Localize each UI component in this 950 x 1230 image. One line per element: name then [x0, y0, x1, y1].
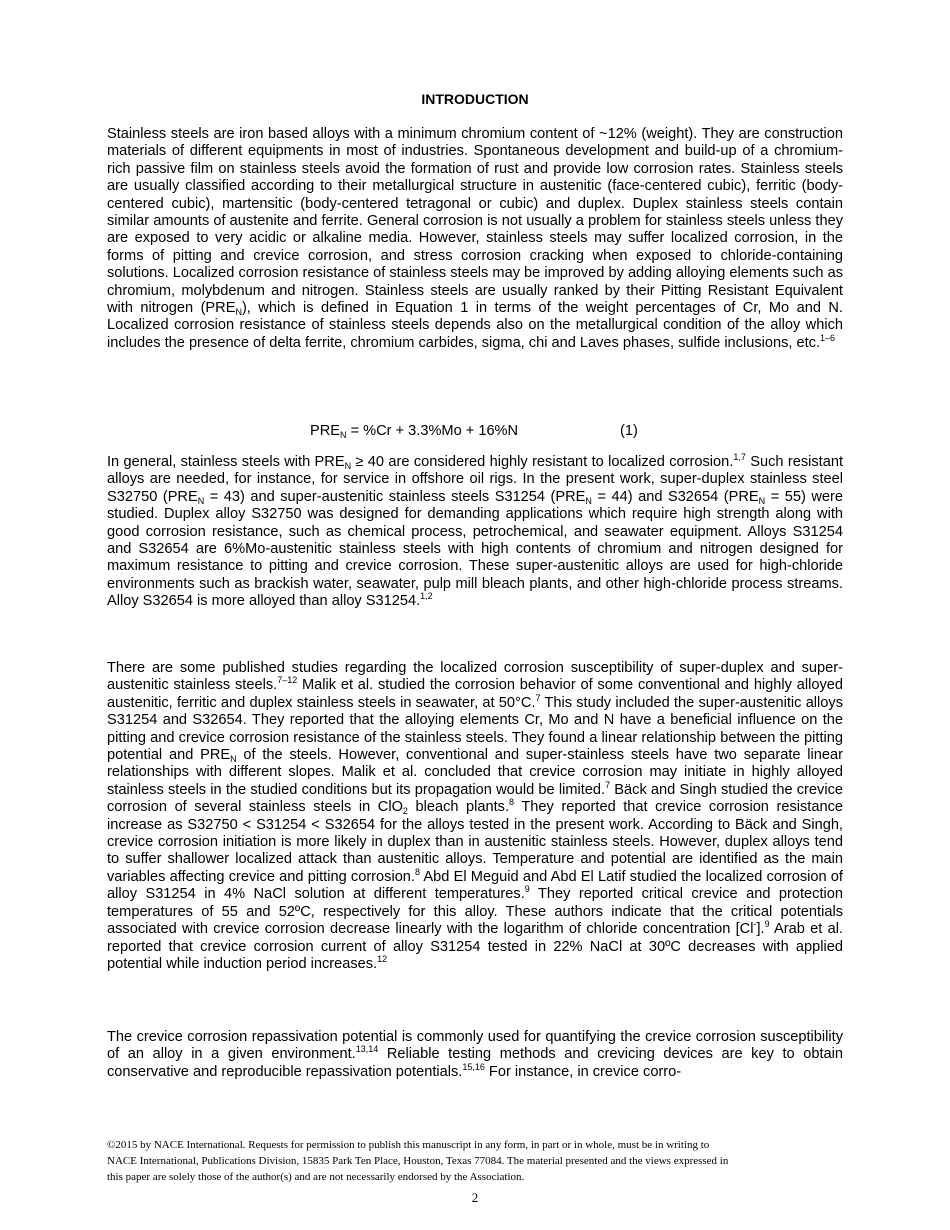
section-heading: INTRODUCTION [421, 91, 529, 107]
equation-1 [310, 423, 710, 439]
text-span: Malik et al. studied the corrosion behavior of some conventional and highly alloyed austenitic, ferritic and duplex stainless steels in seawater, at 50°C. [107, 677, 843, 711]
text-span: ≥ 40 are considered highly resistant to localized corrosion. [351, 454, 734, 470]
subscript: N [585, 495, 592, 506]
text-span: = 43) and super-austenitic stainless steels S31254 (PRE [204, 488, 586, 505]
text-span: In general, stainless steels with PRE [107, 454, 345, 470]
superscript: - [753, 919, 757, 930]
footer-line: NACE International, Publications Division, 15835 Park Ten Place, Houston, Texas 77084. The material presented and the views expressed in [107, 1155, 729, 1167]
text-span: The crevice corrosion repassivation potential is commonly used for quantifying the crevice corrosion susceptibility of an alloy in a given environment. [107, 1029, 843, 1063]
citation-ref: 12 [377, 953, 388, 964]
citation-ref: 8 [414, 866, 420, 877]
text-span: bleach plants. [407, 799, 510, 816]
citation-ref: 15,16 [462, 1061, 485, 1072]
citation-ref: 7 [605, 779, 611, 790]
paragraph-4 [107, 1029, 843, 1081]
citation-ref: 1–6 [820, 332, 836, 343]
equation-rhs: = %Cr + 3.3%Mo + 16%N [346, 423, 519, 439]
footer-line: this paper are solely those of the author(s) and are not necessarily endorsed by the Association. [107, 1171, 525, 1183]
citation-ref: 13,14 [355, 1044, 379, 1055]
subscript: N [758, 495, 766, 506]
subscript: 2 [402, 806, 408, 817]
page-number: 2 [471, 1190, 479, 1205]
text-span: of the steels. However, conventional and super-stainless steels have two separate linear relationships with different slopes. Malik et al. concluded that crevice corrosion may initiate in highly alloyed stainless steels in the studied conditions but its propagation would be limited. [107, 747, 843, 798]
text-span: = 55) were studied. Duplex alloy S32750 was designed for demanding applications which require high strength along with good corrosion resistance, such as chemical process, petrochemical, and seawater equipment. Alloys S31254 and S32654 are 6%Mo-austenitic stainless steels with high contents of chromium and nitrogen designed for maximum resistance to pitting and crevice corrosion. These super-austenitic alloys are used for high-chloride environments such as brackish water, seawater, pulp mill bleach plants, and other high-chloride process streams. Alloy S32654 is more alloyed than alloy S31254. [107, 488, 843, 610]
text-span: Arab et al. reported that crevice corrosion current of alloy S31254 tested in 22% NaCl at 30ºC decreases with applied potential while induction period increases. [107, 921, 843, 972]
text-span: Such resistant alloys are needed, for instance, for service in offshore oil rigs. In the present work, super-duplex stainless steel S32750 (PRE [107, 454, 843, 505]
citation-ref: 1,7 [733, 452, 746, 462]
paragraph-3 [107, 660, 843, 973]
text-span: Abd El Meguid and Abd El Latif studied the localized corrosion of alloy S31254 in 4% NaCl solution at different temperatures. [107, 868, 843, 903]
text-span: They reported critical crevice and protection temperatures of 55 and 52ºC, respectively for this alloy. These authors indicate that the critical potentials associated with crevice corrosion decrease linearly with the logarithm of chloride concentration [Cl [107, 886, 843, 938]
citation-ref: 9 [524, 884, 530, 895]
citation-ref: 7–12 [277, 675, 298, 686]
text-span: = 44) and S32654 (PRE [591, 488, 759, 505]
paragraph-2 [107, 454, 843, 611]
text-span: Stainless steels are iron based alloys with a minimum chromium content of ~12% (weight). They are construction materials of different equipments in most of industries. Spontaneous development and build-up of a chromium-rich passive film on stainless steels avoid the formation of rust and provide low corrosion rates. Stainless steels are usually classified according to their metallurgical structure in austenitic (face-centered cubic), ferritic (body-centered cubic), martensitic (body-centered tetragonal or cubic) and duplex. Duplex stainless steels contain similar amounts of austenite and ferrite. General corrosion is not usually a problem for stainless steels unless they are exposed to very acidic or alkaline media. However, stainless steels may suffer localized corrosion, in the forms of pitting and crevice corrosion, and stress corrosion cracking when exposed to chloride-containing solutions. Localized corrosion resistance of stainless steels may be improved by adding alloying elements such as chromium, molybdenum and nitrogen. Stainless steels are usually ranked by their Pitting Resistant Equivalent with nitrogen (PRE [107, 126, 843, 317]
subscript: N [340, 430, 347, 440]
paragraph-1 [107, 126, 843, 352]
citation-ref: 8 [509, 797, 515, 808]
citation-ref: 1,2 [420, 591, 433, 602]
citation-ref: 7 [535, 692, 541, 703]
equation-lhs: PRE [310, 423, 341, 439]
subscript: N [344, 461, 352, 471]
text-span: There are some published studies regarding the localized corrosion susceptibility of super-duplex and super-austenitic stainless steels. [107, 660, 843, 694]
subscript: N [230, 754, 237, 765]
subscript: N [197, 495, 205, 506]
citation-ref: 9 [764, 919, 770, 930]
text-span: For instance, in crevice corro- [484, 1063, 682, 1080]
text-span: ]. [756, 921, 765, 938]
text-span: This study included the super-austenitic alloys S31254 and S32654. They reported that the alloying elements Cr, Mo and N have a beneficial influence on the pitting and crevice corrosion resistance of the stainless steels. They found a linear relationship between the pitting potential and PRE [107, 694, 844, 764]
text-span: Reliable testing methods and crevicing devices are key to obtain conservative and reproducible repassivation potentials. [107, 1046, 843, 1080]
equation-number: (1) [620, 423, 638, 439]
copyright-footer [107, 1137, 827, 1185]
subscript: N [235, 307, 242, 318]
text-span: Bäck and Singh studied the crevice corrosion of several stainless steels in ClO [107, 781, 843, 816]
text-span: ), which is defined in Equation 1 in terms of the weight percentages of Cr, Mo and N. Localized corrosion resistance of stainless steels depends also on the metallurgical condition of the alloy which includes the presence of delta ferrite, chromium carbides, sigma, chi and Laves phases, sulfide inclusions, etc. [107, 300, 843, 351]
text-span: They reported that crevice corrosion resistance increase as S32750 < S31254 < S32654 for the alloys tested in the present work. According to Bäck and Singh, crevice corrosion initiation is more likely in duplex than in austenitic stainless steels. However, duplex alloys tend to suffer shallower localized attack than austenitic alloys. Temperature and potential are identified as the main variables affecting crevice and pitting corrosion. [107, 799, 843, 885]
footer-line: ©2015 by NACE International. Requests for permission to publish this manuscript in any form, in part or in whole, must be in writing to [107, 1139, 710, 1151]
